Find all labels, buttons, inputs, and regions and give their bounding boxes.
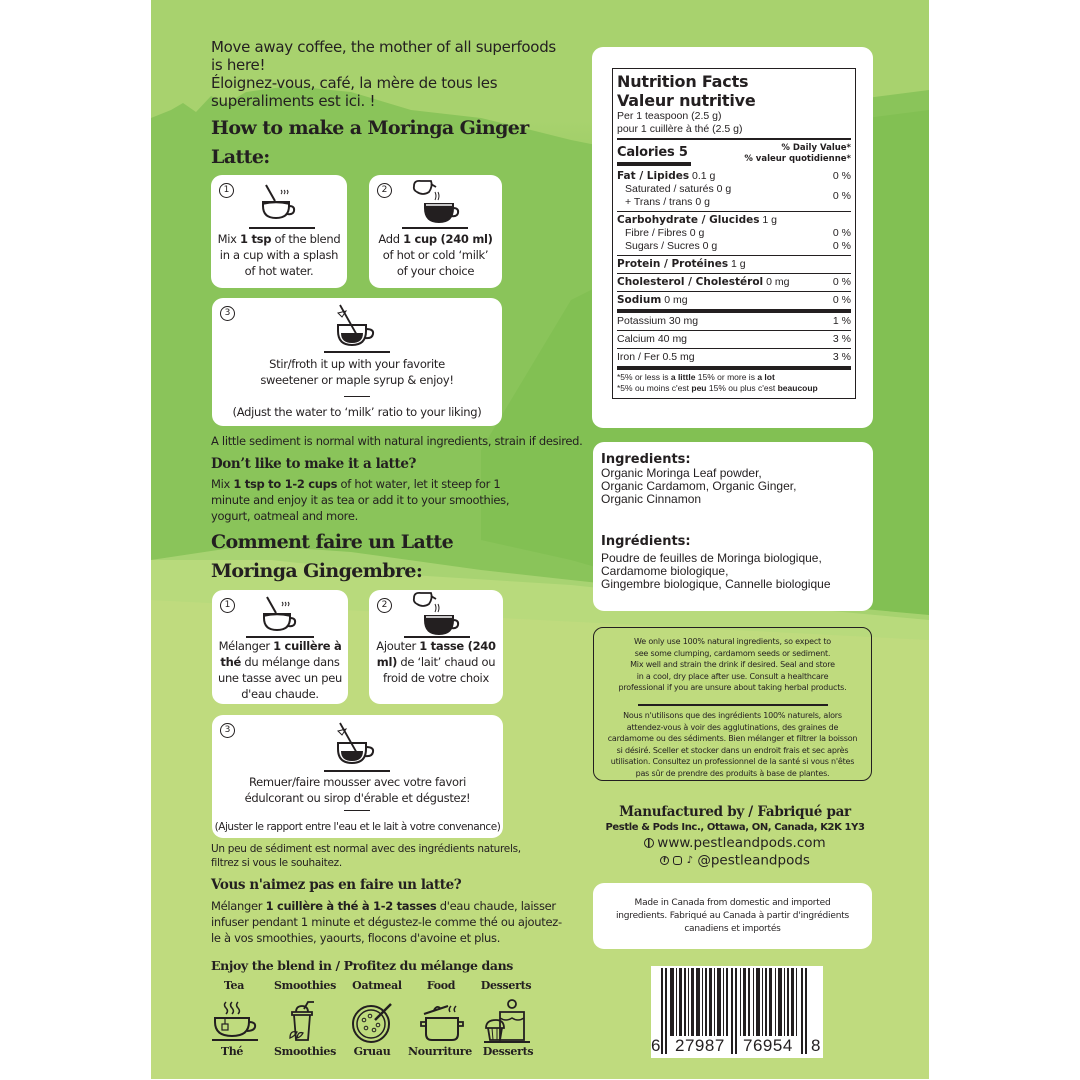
step-number-2: 2	[377, 183, 392, 198]
use-label-fr-the: Thé	[220, 1045, 244, 1058]
divider	[617, 348, 851, 349]
footnote-fr: *5% ou moins c'est peu 15% ou plus c'est beaucoup	[617, 383, 818, 393]
step-number-2: 2	[377, 598, 392, 613]
step-number-1: 1	[220, 598, 235, 613]
step-number-1: 1	[219, 183, 234, 198]
barcode: 6 27987 76954 8	[651, 966, 823, 1058]
english-alt-title: Don’t like to make it a latte?	[211, 456, 417, 472]
pour-milk-icon	[411, 178, 461, 224]
use-label-fr-desserts: Desserts	[482, 1045, 534, 1058]
protein-row: Protein / Protéines 1 g	[617, 258, 746, 270]
ingredients-card	[593, 442, 873, 611]
froth-cup-icon	[334, 721, 380, 767]
made-in-canada-text: Made in Canada from domestic and imported ingredients. Fabriqué au Canada à partir d'ingrédients canadiens et importés	[615, 898, 850, 934]
tea-cup-icon	[212, 1000, 258, 1042]
intro-french: Éloignez-vous, café, la mère de tous les superaliments est ici. !	[211, 74, 498, 110]
step-number-3: 3	[220, 306, 235, 321]
sodium-row: Sodium 0 mg 0 %	[617, 294, 851, 306]
french-step-1-card	[212, 590, 348, 704]
usage-notice-box	[593, 627, 872, 781]
divider	[402, 227, 468, 229]
use-label-fr-smoothies: Smoothies	[273, 1045, 336, 1058]
intro-text	[211, 38, 571, 110]
french-step-3-text: Remuer/faire mousser avec votre favori édulcorant ou sirop d'érable et dégustez!	[244, 775, 471, 805]
divider	[617, 211, 851, 212]
use-label-fr-nourriture: Nourriture	[407, 1045, 473, 1058]
english-title	[211, 114, 581, 172]
froth-cup-icon	[334, 303, 380, 349]
notice-en: We only use 100% natural ingredients, so expect to see some clumping, cardamom seeds or sediment. Mix well and strain the drink if desired. Seal and store in a cool, dry place after use. Consult a healthcare professional if you are unsure about taking herbal products.	[618, 637, 847, 692]
ingredients-title-fr: Ingrédients:	[601, 534, 691, 549]
potassium-row: Potassium 30 mg 1 %	[617, 315, 851, 327]
divider	[617, 138, 851, 140]
divider	[617, 162, 691, 166]
divider	[638, 704, 828, 706]
french-title	[211, 528, 581, 586]
cup-stir-icon	[258, 594, 298, 634]
english-step-3-text: Stir/froth it up with your favorite sweetener or maple syrup & enjoy!	[260, 357, 454, 387]
calories-row	[617, 142, 851, 170]
globe-icon	[644, 838, 654, 848]
english-step-3-card	[212, 298, 502, 426]
cooking-pot-icon	[418, 1000, 466, 1042]
english-alt-text: Mix 1 tsp to 1-2 cups of hot water, let it steep for 1 minute and enjoy it as tea or add it to your smoothies, yogurt, oatmeal and more.	[211, 477, 510, 523]
french-step-3-note: (Ajuster le rapport entre l'eau et le lait à votre convenance)	[214, 821, 501, 833]
intro-english: Move away coffee, the mother of all superfoods is here!	[211, 38, 556, 74]
french-alt-text: Mélanger 1 cuillère à thé à 1-2 tasses d'eau chaude, laisser infuser pendant 1 minute et dégustez-le comme thé ou ajoutez-le à vos smoothies, yaourts, flocons d'avoine et plus.	[211, 899, 562, 945]
cup-stir-icon	[257, 182, 297, 222]
divider	[617, 309, 851, 313]
divider	[324, 770, 390, 772]
french-step-3-card	[212, 715, 503, 838]
carbohydrate-row: Carbohydrate / Glucides 1 g	[617, 214, 778, 226]
french-step-2-card	[369, 590, 503, 704]
ingredients-fr: Ingrédients: Poudre de feuilles de Moringa biologique, Cardamome biologique, Gingembre biologique, Cannelle biologique	[601, 534, 831, 591]
manufacturer-block	[590, 803, 880, 870]
step-number-3: 3	[220, 723, 235, 738]
english-title-line1: How to make a Moringa Ginger	[211, 117, 529, 139]
divider	[617, 273, 851, 274]
use-label-fr-gruau: Gruau	[353, 1045, 391, 1058]
english-step-1-card	[211, 175, 347, 288]
use-label-en-desserts: Desserts	[480, 979, 532, 992]
use-label-en-tea: Tea	[223, 979, 245, 992]
fat-row: Fat / Lipides 0.1 g 0 %	[617, 170, 851, 182]
french-alt-title: Vous n'aimez pas en faire un latte?	[211, 877, 462, 893]
english-step-2-card	[369, 175, 502, 288]
divider	[617, 366, 851, 370]
made-in-canada-card	[593, 883, 872, 949]
serving-size-en: Per 1 teaspoon (2.5 g)	[617, 110, 722, 122]
french-step-2-text: Ajouter 1 tasse (240 ml) de ‘lait’ chaud ou froid de votre choix	[376, 639, 496, 685]
english-step-2-text: Add 1 cup (240 ml) of hot or cold ‘milk’ of your choice	[378, 232, 493, 278]
pour-milk-icon	[411, 590, 461, 636]
notice-fr: Nous n'utilisons que des ingrédients 100% naturels, alors attendez-vous à voir des agglutinations, des graines de cardamome ou des sédiments. Bien mélanger et filtrer la boisson si désiré. Sceller et stocker dans un endroit frais et sec après utilisation. Consultez un professionnel de la santé si vous n'êtes pas sûr de prendre des produits à base de plantes.	[607, 711, 858, 778]
manufacturer-heading: Manufactured by / Fabriqué par	[619, 804, 851, 820]
use-label-en-oatmeal: Oatmeal	[352, 979, 402, 992]
french-title-line1: Comment faire un Latte	[211, 531, 454, 553]
english-step-3-note: (Adjust the water to ‘milk’ ratio to your liking)	[232, 405, 482, 419]
tiktok-icon: ♪	[686, 855, 694, 866]
divider	[344, 810, 370, 811]
nutrition-facts-table	[612, 68, 856, 399]
smoothie-cup-icon	[286, 1000, 318, 1042]
english-step-1-text: Mix 1 tsp of the blend in a cup with a splash of hot water.	[217, 232, 341, 278]
sugars-row: Sugars / Sucres 0 g 0 %	[625, 240, 851, 252]
english-title-line2: Latte:	[211, 146, 270, 168]
french-title-line2: Moringa Gingembre:	[211, 560, 423, 582]
use-label-en-smoothies: Smoothies	[273, 979, 336, 992]
oatmeal-bowl-icon	[351, 1000, 395, 1044]
use-label-en-food: Food	[426, 979, 456, 992]
divider	[617, 291, 851, 292]
divider	[344, 396, 370, 397]
footnote-en: *5% or less is a little 15% or more is a lot	[617, 372, 775, 382]
nutrition-title-en: Nutrition Facts	[617, 72, 749, 91]
divider	[324, 351, 390, 353]
divider	[617, 330, 851, 331]
ingredients-en: Ingredients: Organic Moringa Leaf powder, Organic Cardamom, Organic Ginger, Organic Cinnamon	[601, 452, 797, 506]
manufacturer-address: Pestle & Pods Inc., Ottawa, ON, Canada, K2K 1Y3	[605, 822, 865, 833]
website-link[interactable]: www.pestleandpods.com	[590, 835, 880, 852]
saturated-trans-row: Saturated / saturés 0 g + Trans / trans 0 g 0 %	[625, 183, 851, 208]
french-step-1-text: Mélanger 1 cuillère à thé du mélange dans une tasse avec un peu d'eau chaude.	[217, 639, 343, 701]
cholesterol-row: Cholesterol / Cholestérol 0 mg 0 %	[617, 276, 851, 288]
daily-value-header: % Daily Value* % valeur quotidienne*	[744, 143, 851, 164]
fibre-row: Fibre / Fibres 0 g 0 %	[625, 227, 851, 239]
facebook-icon: f	[660, 856, 669, 865]
english-sediment-note: A little sediment is normal with natural ingredients, strain if desired.	[211, 434, 583, 448]
calcium-row: Calcium 40 mg 3 %	[617, 333, 851, 345]
ingredients-title-en: Ingredients:	[601, 452, 691, 467]
dessert-cake-icon	[484, 998, 532, 1044]
instagram-icon	[673, 856, 682, 865]
calories-label: Calories 5	[617, 145, 688, 160]
divider	[617, 255, 851, 256]
enjoy-heading: Enjoy the blend in / Profitez du mélange dans	[211, 958, 513, 973]
iron-row: Iron / Fer 0.5 mg 3 %	[617, 351, 851, 363]
social-handle[interactable]: f ♪ @pestleandpods	[590, 852, 880, 870]
french-sediment-note: Un peu de sédiment est normal avec des ingrédients naturels, filtrez si vous le souhaitez.	[211, 843, 521, 869]
serving-size-fr: pour 1 cuillère à thé (2.5 g)	[617, 123, 743, 135]
divider	[249, 227, 315, 229]
nutrition-title-fr: Valeur nutritive	[617, 91, 756, 110]
